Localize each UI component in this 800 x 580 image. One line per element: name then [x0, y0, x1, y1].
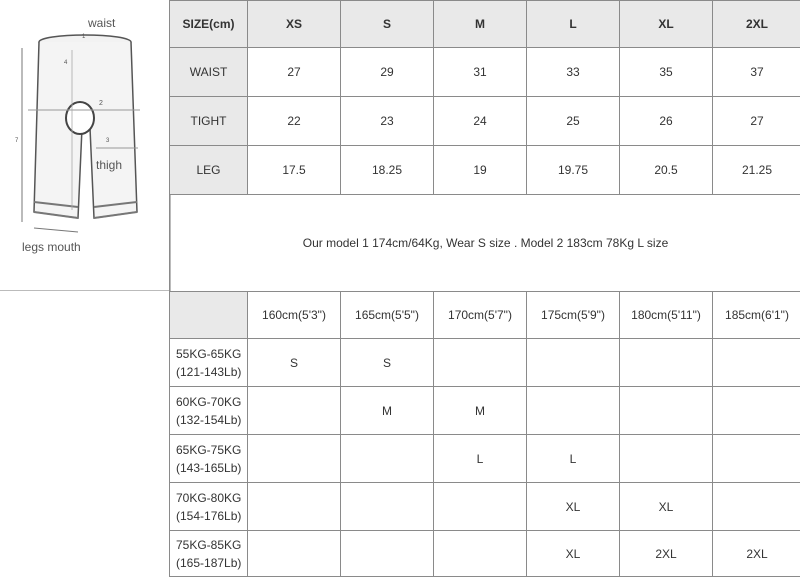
table-cell	[713, 483, 800, 531]
table-cell: 35	[620, 48, 713, 97]
table-cell	[527, 387, 620, 435]
table-cell	[341, 531, 434, 577]
measure-num-2: 2	[99, 100, 103, 107]
weight-kg: 65KG-75KG	[176, 442, 242, 457]
weight-range	[170, 483, 248, 531]
table-cell: 17.5	[248, 146, 341, 195]
table-cell: 24	[434, 97, 527, 146]
table-cell: 27	[248, 48, 341, 97]
table-row	[170, 48, 800, 97]
size-chart-table	[169, 0, 800, 292]
table-row	[170, 339, 800, 387]
table-cell	[248, 483, 341, 531]
table-cell	[620, 387, 713, 435]
row-label-tight: TIGHT	[170, 97, 248, 146]
table-cell: 19.75	[527, 146, 620, 195]
table-cell: XL	[527, 483, 620, 531]
table-cell: S	[341, 339, 434, 387]
height-header: 170cm(5'7")	[434, 292, 527, 339]
weight-lb: (132-154Lb)	[176, 412, 242, 427]
table-cell: XL	[620, 483, 713, 531]
table-cell: 27	[713, 97, 800, 146]
weight-kg: 55KG-65KG	[176, 346, 242, 361]
waist-label: waist	[88, 16, 116, 30]
table-cell: 29	[341, 48, 434, 97]
table-cell: L	[527, 435, 620, 483]
table-cell: S	[248, 339, 341, 387]
row-label-leg: LEG	[170, 146, 248, 195]
measure-num-4: 4	[64, 60, 68, 66]
size-header-row	[170, 1, 800, 48]
table-cell	[434, 531, 527, 577]
weight-kg: 75KG-85KG	[176, 537, 242, 552]
size-header-l: L	[527, 1, 620, 48]
table-cell	[248, 387, 341, 435]
table-cell: XL	[527, 531, 620, 577]
table-row	[170, 483, 800, 531]
table-row	[170, 387, 800, 435]
table-cell	[620, 339, 713, 387]
height-header: 185cm(6'1")	[713, 292, 800, 339]
table-cell: 33	[527, 48, 620, 97]
corner-cell	[170, 292, 248, 339]
table-cell: L	[434, 435, 527, 483]
size-header-xl: XL	[620, 1, 713, 48]
measure-num-3: 3	[106, 138, 110, 144]
table-cell	[620, 435, 713, 483]
height-header: 160cm(5'3")	[248, 292, 341, 339]
table-cell	[341, 435, 434, 483]
weight-range	[170, 435, 248, 483]
table-row	[170, 146, 800, 195]
table-cell	[713, 387, 800, 435]
weight-lb: (143-165Lb)	[176, 460, 242, 475]
table-cell: 23	[341, 97, 434, 146]
weight-range	[170, 339, 248, 387]
table-cell: 22	[248, 97, 341, 146]
height-header: 165cm(5'5")	[341, 292, 434, 339]
table-cell	[713, 339, 800, 387]
table-cell	[248, 435, 341, 483]
measure-num-1: 1	[82, 34, 86, 40]
weight-lb: (121-143Lb)	[176, 364, 242, 379]
table-cell: 31	[434, 48, 527, 97]
weight-kg: 70KG-80KG	[176, 490, 242, 505]
table-cell: 19	[434, 146, 527, 195]
height-header-row	[170, 292, 800, 339]
weight-lb: (165-187Lb)	[176, 555, 242, 570]
table-cell	[341, 483, 434, 531]
table-cell: M	[434, 387, 527, 435]
weight-range	[170, 387, 248, 435]
size-header-m: M	[434, 1, 527, 48]
weight-kg: 60KG-70KG	[176, 394, 242, 409]
table-cell	[527, 339, 620, 387]
table-cell: 21.25	[713, 146, 800, 195]
table-cell: 20.5	[620, 146, 713, 195]
table-cell: 25	[527, 97, 620, 146]
weight-lb: (154-176Lb)	[176, 508, 242, 523]
table-cell: 2XL	[620, 531, 713, 577]
size-header-s: S	[341, 1, 434, 48]
model-note: Our model 1 174cm/64Kg, Wear S size . Model 2 183cm 78Kg L size	[170, 195, 800, 292]
model-note-row	[170, 195, 800, 292]
height-header: 175cm(5'9")	[527, 292, 620, 339]
table-cell	[434, 339, 527, 387]
table-row	[170, 97, 800, 146]
row-label-waist: WAIST	[170, 48, 248, 97]
measure-num-7: 7	[15, 138, 19, 144]
table-cell: 18.25	[341, 146, 434, 195]
size-header-label: SIZE(cm)	[170, 1, 248, 48]
table-cell: M	[341, 387, 434, 435]
legs-mouth-label: legs mouth	[22, 240, 81, 254]
weight-range	[170, 531, 248, 577]
shorts-measurement-diagram	[0, 0, 171, 291]
table-row	[170, 435, 800, 483]
table-cell	[434, 483, 527, 531]
size-header-2xl: 2XL	[713, 1, 800, 48]
table-cell	[248, 531, 341, 577]
thigh-label: thigh	[96, 158, 123, 172]
table-cell	[713, 435, 800, 483]
table-row	[170, 531, 800, 577]
size-header-xs: XS	[248, 1, 341, 48]
table-cell: 2XL	[713, 531, 800, 577]
table-cell: 37	[713, 48, 800, 97]
fit-guide-table	[169, 291, 800, 577]
height-header: 180cm(5'11")	[620, 292, 713, 339]
table-cell: 26	[620, 97, 713, 146]
